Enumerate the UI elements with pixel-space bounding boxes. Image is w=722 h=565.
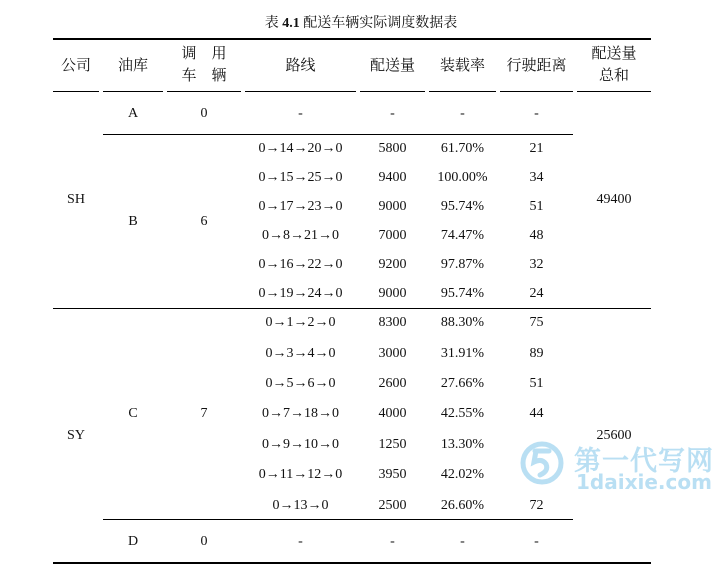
depot-d-vehicles: 0: [200, 534, 208, 549]
distance-cell: 75: [529, 315, 544, 330]
route-cell: 0→8→21→0: [262, 228, 339, 243]
load-rate-cell: 42.02%: [440, 467, 485, 482]
depot-c-vehicles: 7: [200, 406, 208, 421]
depot-a-vehicles: 0: [200, 106, 208, 121]
watermark-logo-icon: [518, 437, 566, 485]
load-rate-cell: 100.00%: [437, 170, 488, 185]
route-cell: 0→5→6→0: [265, 376, 336, 391]
distance-cell: 34: [529, 170, 544, 185]
delivery-cell: 9000: [378, 199, 407, 214]
header-route: 路线: [285, 58, 316, 74]
caption-title: 配送车辆实际调度数据表: [303, 16, 458, 31]
delivery-cell: 1250: [378, 437, 407, 452]
distance-cell: 51: [529, 376, 544, 391]
delivery-cell: 5800: [378, 141, 407, 156]
load-rate-cell: 31.91%: [440, 346, 485, 361]
load-rate-cell: 74.47%: [440, 228, 485, 243]
company-sh: SH: [67, 192, 85, 207]
load-rate-cell: 26.60%: [440, 498, 485, 513]
header-total-top: 配送量: [591, 46, 637, 62]
header-total-bottom: 总和: [598, 68, 629, 84]
header-rule-3: [167, 91, 241, 92]
caption-number: 4.1: [282, 16, 300, 31]
delivery-cell: 3000: [378, 346, 407, 361]
company-sy: SY: [67, 428, 85, 443]
header-distance: 行驶距离: [506, 58, 567, 74]
depot-b: B: [128, 214, 138, 229]
watermark: [518, 437, 718, 497]
table-caption: [0, 12, 722, 32]
distance-cell: 24: [529, 286, 544, 301]
delivery-cell: 3950: [378, 467, 407, 482]
watermark-cn: 第一代写网: [574, 446, 714, 477]
route-cell: 0→3→4→0: [265, 346, 336, 361]
depot-a: A: [127, 106, 139, 121]
load-rate-cell: 42.55%: [440, 406, 485, 421]
watermark-en: 1daixie.com: [576, 470, 712, 494]
depot-c: C: [128, 406, 138, 421]
load-rate-cell: -: [460, 534, 465, 549]
header-delivery: 配送量: [369, 58, 415, 74]
load-rate-cell: 13.30%: [440, 437, 485, 452]
delivery-cell: 7000: [378, 228, 407, 243]
header-rule-4: [245, 91, 356, 92]
distance-cell: 89: [529, 346, 544, 361]
route-cell: -: [298, 534, 303, 549]
delivery-cell: 2500: [378, 498, 407, 513]
depot-d: D: [127, 534, 139, 549]
company-sh-total: 49400: [596, 192, 632, 207]
distance-cell: -: [534, 534, 539, 549]
depot-a-bottom-rule: [103, 134, 573, 135]
distance-cell: 48: [529, 228, 544, 243]
caption-prefix: 表: [264, 16, 279, 31]
header-rule-8: [577, 91, 651, 92]
header-rule-1: [53, 91, 99, 92]
load-rate-cell: 97.87%: [440, 257, 485, 272]
distance-cell: 44: [529, 406, 544, 421]
route-cell: 0→11→12→0: [258, 467, 343, 482]
header-load-rate: 装载率: [439, 58, 485, 74]
load-rate-cell: 27.66%: [440, 376, 485, 391]
route-cell: 0→13→0: [272, 498, 329, 513]
top-rule: [53, 38, 651, 40]
depot-c-bottom-rule: [103, 519, 573, 520]
route-cell: 0→14→20→0: [258, 141, 343, 156]
load-rate-cell: 61.70%: [440, 141, 485, 156]
route-cell: 0→9→10→0: [262, 437, 339, 452]
delivery-cell: 9000: [378, 286, 407, 301]
header-depot: 油库: [117, 58, 148, 74]
route-cell: -: [298, 106, 303, 121]
distance-cell: 32: [529, 257, 544, 272]
depot-b-vehicles: 6: [200, 214, 208, 229]
route-cell: 0→1→2→0: [265, 315, 336, 330]
delivery-cell: -: [390, 534, 395, 549]
delivery-cell: 9200: [378, 257, 407, 272]
delivery-cell: 8300: [378, 315, 407, 330]
load-rate-cell: 88.30%: [440, 315, 485, 330]
delivery-cell: 4000: [378, 406, 407, 421]
route-cell: 0→17→23→0: [258, 199, 343, 214]
delivery-cell: 2600: [378, 376, 407, 391]
load-rate-cell: 95.74%: [440, 199, 485, 214]
route-cell: 0→15→25→0: [258, 170, 343, 185]
distance-cell: 51: [529, 199, 544, 214]
bottom-rule: [53, 562, 651, 564]
distance-cell: 21: [529, 141, 544, 156]
header-vehicles-top: 调 用: [181, 46, 227, 62]
delivery-cell: -: [390, 106, 395, 121]
header-company: 公司: [60, 58, 91, 74]
header-rule-2: [103, 91, 163, 92]
company-divider-rule: [53, 308, 651, 309]
delivery-cell: 9400: [378, 170, 407, 185]
company-sy-total: 25600: [596, 428, 632, 443]
route-cell: 0→19→24→0: [258, 286, 343, 301]
header-rule-6: [429, 91, 496, 92]
load-rate-cell: 95.74%: [440, 286, 485, 301]
load-rate-cell: -: [460, 106, 465, 121]
header-vehicles-bottom: 车 辆: [181, 68, 227, 84]
header-rule-7: [500, 91, 573, 92]
distance-cell: 72: [529, 498, 544, 513]
header-rule-5: [360, 91, 425, 92]
route-cell: 0→7→18→0: [262, 406, 339, 421]
distance-cell: -: [534, 106, 539, 121]
route-cell: 0→16→22→0: [258, 257, 343, 272]
